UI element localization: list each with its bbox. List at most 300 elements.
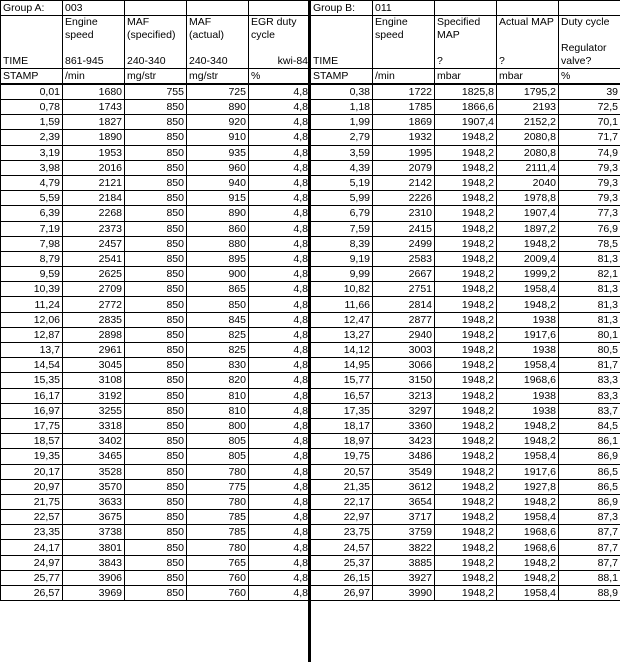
empty-cell[interactable] — [187, 1, 249, 16]
data-cell[interactable]: 2079 — [373, 160, 435, 175]
data-cell[interactable]: 4,8 — [249, 160, 311, 175]
data-cell[interactable]: 16,57 — [311, 388, 373, 403]
data-cell[interactable]: 850 — [187, 297, 249, 312]
data-cell[interactable]: 1907,4 — [435, 115, 497, 130]
data-cell[interactable]: 800 — [187, 418, 249, 433]
data-cell[interactable]: 850 — [125, 160, 187, 175]
data-cell[interactable]: 39 — [559, 84, 620, 100]
data-cell[interactable]: 81,3 — [559, 297, 620, 312]
data-cell[interactable]: 3927 — [373, 570, 435, 585]
data-cell[interactable]: 87,7 — [559, 525, 620, 540]
data-cell[interactable]: 850 — [125, 100, 187, 115]
data-cell[interactable]: 775 — [187, 479, 249, 494]
data-cell[interactable]: 2,79 — [311, 130, 373, 145]
data-cell[interactable]: 1938 — [497, 343, 559, 358]
data-cell[interactable]: 2814 — [373, 297, 435, 312]
data-cell[interactable]: 1,99 — [311, 115, 373, 130]
empty-cell[interactable] — [435, 1, 497, 16]
data-cell[interactable]: 4,8 — [249, 510, 311, 525]
data-cell[interactable]: 850 — [125, 267, 187, 282]
data-cell[interactable]: 4,8 — [249, 191, 311, 206]
data-cell[interactable]: 4,8 — [249, 586, 311, 601]
data-cell[interactable]: 4,8 — [249, 221, 311, 236]
data-cell[interactable]: 19,75 — [311, 449, 373, 464]
data-cell[interactable]: 4,39 — [311, 160, 373, 175]
data-cell[interactable]: 4,8 — [249, 145, 311, 160]
data-cell[interactable]: 1948,2 — [435, 510, 497, 525]
data-cell[interactable]: 4,8 — [249, 449, 311, 464]
data-cell[interactable]: 7,59 — [311, 221, 373, 236]
data-cell[interactable]: 1999,2 — [497, 267, 559, 282]
data-cell[interactable]: 88,1 — [559, 570, 620, 585]
data-cell[interactable]: 81,7 — [559, 358, 620, 373]
data-cell[interactable]: 4,8 — [249, 358, 311, 373]
data-cell[interactable]: 79,3 — [559, 160, 620, 175]
data-cell[interactable]: 20,17 — [1, 464, 63, 479]
data-cell[interactable]: 1,59 — [1, 115, 63, 130]
data-cell[interactable]: 1948,2 — [435, 130, 497, 145]
data-cell[interactable]: 4,8 — [249, 312, 311, 327]
data-cell[interactable]: 26,15 — [311, 570, 373, 585]
data-cell[interactable]: 2541 — [63, 251, 125, 266]
data-cell[interactable]: 24,17 — [1, 540, 63, 555]
data-cell[interactable]: 4,8 — [249, 494, 311, 509]
data-cell[interactable]: 1948,2 — [435, 586, 497, 601]
data-cell[interactable]: 4,79 — [1, 175, 63, 190]
data-cell[interactable]: 86,9 — [559, 494, 620, 509]
data-cell[interactable]: 1948,2 — [435, 388, 497, 403]
data-cell[interactable]: 825 — [187, 343, 249, 358]
data-cell[interactable]: 2310 — [373, 206, 435, 221]
data-cell[interactable]: 1968,6 — [497, 525, 559, 540]
data-cell[interactable]: 76,9 — [559, 221, 620, 236]
data-cell[interactable]: 4,8 — [249, 84, 311, 100]
data-cell[interactable]: 87,7 — [559, 555, 620, 570]
data-cell[interactable]: 920 — [187, 115, 249, 130]
data-cell[interactable]: 850 — [125, 418, 187, 433]
data-cell[interactable]: 9,19 — [311, 251, 373, 266]
data-cell[interactable]: 850 — [125, 297, 187, 312]
data-cell[interactable]: 3,59 — [311, 145, 373, 160]
data-cell[interactable]: 21,75 — [1, 494, 63, 509]
data-cell[interactable]: 1948,2 — [435, 373, 497, 388]
header-cell[interactable]: Actual MAP ? — [497, 16, 559, 69]
data-cell[interactable]: 850 — [125, 343, 187, 358]
data-cell[interactable]: 1948,2 — [435, 343, 497, 358]
data-cell[interactable]: 850 — [125, 570, 187, 585]
data-cell[interactable]: 9,99 — [311, 267, 373, 282]
data-cell[interactable]: 785 — [187, 525, 249, 540]
data-cell[interactable]: 1897,2 — [497, 221, 559, 236]
data-cell[interactable]: 5,19 — [311, 175, 373, 190]
data-cell[interactable]: 890 — [187, 100, 249, 115]
data-cell[interactable]: 850 — [125, 586, 187, 601]
data-cell[interactable]: 4,8 — [249, 251, 311, 266]
unit-cell[interactable]: STAMP — [311, 69, 373, 85]
header-cell[interactable]: Engine speed — [373, 16, 435, 69]
data-cell[interactable]: 865 — [187, 282, 249, 297]
data-cell[interactable]: 1948,2 — [435, 312, 497, 327]
data-cell[interactable]: 2877 — [373, 312, 435, 327]
data-cell[interactable]: 2709 — [63, 282, 125, 297]
unit-cell[interactable]: mbar — [497, 69, 559, 85]
data-cell[interactable]: 3969 — [63, 586, 125, 601]
data-cell[interactable]: 5,99 — [311, 191, 373, 206]
unit-cell[interactable]: /min — [373, 69, 435, 85]
data-cell[interactable]: 3885 — [373, 555, 435, 570]
data-cell[interactable]: 4,8 — [249, 130, 311, 145]
data-cell[interactable]: 850 — [125, 540, 187, 555]
data-cell[interactable]: 1948,2 — [435, 525, 497, 540]
header-cell[interactable]: Specified MAP ? — [435, 16, 497, 69]
data-cell[interactable]: 1948,2 — [435, 175, 497, 190]
data-cell[interactable]: 1958,4 — [497, 358, 559, 373]
data-cell[interactable]: 3633 — [63, 494, 125, 509]
unit-cell[interactable]: % — [249, 69, 311, 85]
data-cell[interactable]: 3801 — [63, 540, 125, 555]
data-cell[interactable]: 17,75 — [1, 418, 63, 433]
data-cell[interactable]: 850 — [125, 221, 187, 236]
data-cell[interactable]: 850 — [125, 206, 187, 221]
data-cell[interactable]: 84,5 — [559, 418, 620, 433]
data-cell[interactable]: 74,9 — [559, 145, 620, 160]
data-cell[interactable]: 2457 — [63, 236, 125, 251]
data-cell[interactable]: 1890 — [63, 130, 125, 145]
data-cell[interactable]: 87,7 — [559, 540, 620, 555]
data-cell[interactable]: 1917,6 — [497, 464, 559, 479]
data-cell[interactable]: 15,35 — [1, 373, 63, 388]
data-cell[interactable]: 2268 — [63, 206, 125, 221]
data-cell[interactable]: 4,8 — [249, 464, 311, 479]
data-cell[interactable]: 1948,2 — [497, 418, 559, 433]
data-cell[interactable]: 2835 — [63, 312, 125, 327]
data-cell[interactable]: 3,98 — [1, 160, 63, 175]
data-cell[interactable]: 4,8 — [249, 282, 311, 297]
data-cell[interactable]: 1869 — [373, 115, 435, 130]
data-cell[interactable]: 1948,2 — [435, 206, 497, 221]
data-cell[interactable]: 7,98 — [1, 236, 63, 251]
data-cell[interactable]: 12,06 — [1, 312, 63, 327]
data-cell[interactable]: 81,3 — [559, 251, 620, 266]
data-cell[interactable]: 850 — [125, 175, 187, 190]
data-cell[interactable]: 3465 — [63, 449, 125, 464]
data-cell[interactable]: 3759 — [373, 525, 435, 540]
data-cell[interactable]: 850 — [125, 388, 187, 403]
data-cell[interactable]: 2152,2 — [497, 115, 559, 130]
data-cell[interactable]: 825 — [187, 327, 249, 342]
data-cell[interactable]: 2040 — [497, 175, 559, 190]
data-cell[interactable]: 82,1 — [559, 267, 620, 282]
data-cell[interactable]: 2184 — [63, 191, 125, 206]
data-cell[interactable]: 81,3 — [559, 282, 620, 297]
data-cell[interactable]: 1958,4 — [497, 510, 559, 525]
data-cell[interactable]: 3066 — [373, 358, 435, 373]
data-cell[interactable]: 86,1 — [559, 434, 620, 449]
data-cell[interactable]: 26,97 — [311, 586, 373, 601]
data-cell[interactable]: 12,47 — [311, 312, 373, 327]
data-cell[interactable]: 78,5 — [559, 236, 620, 251]
data-cell[interactable]: 4,8 — [249, 555, 311, 570]
group-a-code[interactable]: 003 — [63, 1, 125, 16]
data-cell[interactable]: 1948,2 — [497, 555, 559, 570]
data-cell[interactable]: 26,57 — [1, 586, 63, 601]
data-cell[interactable]: 4,8 — [249, 434, 311, 449]
data-cell[interactable]: 4,8 — [249, 570, 311, 585]
data-cell[interactable]: 3423 — [373, 434, 435, 449]
data-cell[interactable]: 880 — [187, 236, 249, 251]
data-cell[interactable]: 13,7 — [1, 343, 63, 358]
data-cell[interactable]: 3297 — [373, 403, 435, 418]
data-cell[interactable]: 805 — [187, 434, 249, 449]
unit-cell[interactable]: % — [559, 69, 620, 85]
data-cell[interactable]: 860 — [187, 221, 249, 236]
empty-cell[interactable] — [125, 1, 187, 16]
data-cell[interactable]: 850 — [125, 145, 187, 160]
data-cell[interactable]: 900 — [187, 267, 249, 282]
empty-cell[interactable] — [559, 1, 620, 16]
data-cell[interactable]: 4,8 — [249, 175, 311, 190]
data-cell[interactable]: 785 — [187, 510, 249, 525]
data-cell[interactable]: 1948,2 — [435, 145, 497, 160]
data-cell[interactable]: 24,57 — [311, 540, 373, 555]
data-cell[interactable]: 1958,4 — [497, 449, 559, 464]
data-cell[interactable]: 3990 — [373, 586, 435, 601]
data-cell[interactable]: 86,9 — [559, 449, 620, 464]
empty-cell[interactable] — [497, 1, 559, 16]
data-cell[interactable]: 2499 — [373, 236, 435, 251]
unit-cell[interactable]: mg/str — [125, 69, 187, 85]
data-cell[interactable]: 850 — [125, 494, 187, 509]
data-cell[interactable]: 1948,2 — [435, 464, 497, 479]
data-cell[interactable]: 86,5 — [559, 479, 620, 494]
data-cell[interactable]: 850 — [125, 510, 187, 525]
data-cell[interactable]: 2080,8 — [497, 130, 559, 145]
data-cell[interactable]: 10,39 — [1, 282, 63, 297]
data-cell[interactable]: 23,35 — [1, 525, 63, 540]
data-cell[interactable]: 3486 — [373, 449, 435, 464]
data-cell[interactable]: 850 — [125, 434, 187, 449]
data-cell[interactable]: 2415 — [373, 221, 435, 236]
data-cell[interactable]: 15,77 — [311, 373, 373, 388]
data-cell[interactable]: 8,79 — [1, 251, 63, 266]
data-cell[interactable]: 2667 — [373, 267, 435, 282]
data-cell[interactable]: 1995 — [373, 145, 435, 160]
data-cell[interactable]: 1948,2 — [435, 221, 497, 236]
data-cell[interactable]: 25,37 — [311, 555, 373, 570]
data-cell[interactable]: 4,8 — [249, 388, 311, 403]
data-cell[interactable]: 3,19 — [1, 145, 63, 160]
data-cell[interactable]: 2226 — [373, 191, 435, 206]
data-cell[interactable]: 1948,2 — [497, 236, 559, 251]
data-cell[interactable]: 4,8 — [249, 373, 311, 388]
data-cell[interactable]: 780 — [187, 494, 249, 509]
data-cell[interactable]: 2772 — [63, 297, 125, 312]
data-cell[interactable]: 3906 — [63, 570, 125, 585]
data-cell[interactable]: 4,8 — [249, 297, 311, 312]
data-cell[interactable]: 1948,2 — [435, 251, 497, 266]
data-cell[interactable]: 1866,6 — [435, 100, 497, 115]
data-cell[interactable]: 850 — [125, 236, 187, 251]
data-cell[interactable]: 0,01 — [1, 84, 63, 100]
data-cell[interactable]: 3822 — [373, 540, 435, 555]
data-cell[interactable]: 850 — [125, 464, 187, 479]
data-cell[interactable]: 25,77 — [1, 570, 63, 585]
group-a-label[interactable]: Group A: — [1, 1, 63, 16]
data-cell[interactable]: 81,3 — [559, 312, 620, 327]
data-cell[interactable]: 9,59 — [1, 267, 63, 282]
data-cell[interactable]: 845 — [187, 312, 249, 327]
data-cell[interactable]: 910 — [187, 130, 249, 145]
data-cell[interactable]: 88,9 — [559, 586, 620, 601]
data-cell[interactable]: 14,12 — [311, 343, 373, 358]
data-cell[interactable]: 80,5 — [559, 343, 620, 358]
data-cell[interactable]: 1948,2 — [497, 570, 559, 585]
header-cell[interactable]: TIME — [1, 16, 63, 69]
data-cell[interactable]: 1948,2 — [435, 358, 497, 373]
data-cell[interactable]: 3360 — [373, 418, 435, 433]
data-cell[interactable]: 1680 — [63, 84, 125, 100]
header-cell[interactable]: TIME — [311, 16, 373, 69]
data-cell[interactable]: 22,57 — [1, 510, 63, 525]
data-cell[interactable]: 3003 — [373, 343, 435, 358]
data-cell[interactable]: 1978,8 — [497, 191, 559, 206]
data-cell[interactable]: 1743 — [63, 100, 125, 115]
data-cell[interactable]: 5,59 — [1, 191, 63, 206]
data-cell[interactable]: 11,24 — [1, 297, 63, 312]
data-cell[interactable]: 24,97 — [1, 555, 63, 570]
data-cell[interactable]: 2121 — [63, 175, 125, 190]
data-cell[interactable]: 3654 — [373, 494, 435, 509]
data-cell[interactable]: 850 — [125, 555, 187, 570]
data-cell[interactable]: 935 — [187, 145, 249, 160]
data-cell[interactable]: 16,17 — [1, 388, 63, 403]
data-cell[interactable]: 12,87 — [1, 327, 63, 342]
data-cell[interactable]: 4,8 — [249, 100, 311, 115]
data-cell[interactable]: 4,8 — [249, 479, 311, 494]
data-cell[interactable]: 3528 — [63, 464, 125, 479]
data-cell[interactable]: 765 — [187, 555, 249, 570]
data-cell[interactable]: 1907,4 — [497, 206, 559, 221]
data-cell[interactable]: 83,3 — [559, 388, 620, 403]
data-cell[interactable]: 810 — [187, 388, 249, 403]
data-cell[interactable]: 1938 — [497, 312, 559, 327]
data-cell[interactable]: 1948,2 — [497, 494, 559, 509]
data-cell[interactable]: 850 — [125, 358, 187, 373]
data-cell[interactable]: 79,3 — [559, 191, 620, 206]
unit-cell[interactable]: STAMP — [1, 69, 63, 85]
data-cell[interactable]: 2961 — [63, 343, 125, 358]
data-cell[interactable]: 2142 — [373, 175, 435, 190]
data-cell[interactable]: 3738 — [63, 525, 125, 540]
data-cell[interactable]: 895 — [187, 251, 249, 266]
header-cell[interactable]: MAF (specified) 240-340 — [125, 16, 187, 69]
data-cell[interactable]: 1932 — [373, 130, 435, 145]
data-cell[interactable]: 850 — [125, 251, 187, 266]
data-cell[interactable]: 1927,8 — [497, 479, 559, 494]
data-cell[interactable]: 1948,2 — [435, 570, 497, 585]
data-cell[interactable]: 1968,6 — [497, 373, 559, 388]
data-cell[interactable]: 850 — [125, 191, 187, 206]
data-cell[interactable]: 1948,2 — [435, 160, 497, 175]
data-cell[interactable]: 1948,2 — [435, 282, 497, 297]
data-cell[interactable]: 850 — [125, 373, 187, 388]
data-cell[interactable]: 810 — [187, 403, 249, 418]
data-cell[interactable]: 3612 — [373, 479, 435, 494]
data-cell[interactable]: 1917,6 — [497, 327, 559, 342]
data-cell[interactable]: 1948,2 — [435, 191, 497, 206]
data-cell[interactable]: 11,66 — [311, 297, 373, 312]
data-cell[interactable]: 4,8 — [249, 418, 311, 433]
data-cell[interactable]: 18,17 — [311, 418, 373, 433]
data-cell[interactable]: 8,39 — [311, 236, 373, 251]
data-cell[interactable]: 830 — [187, 358, 249, 373]
group-b-label[interactable]: Group B: — [311, 1, 373, 16]
data-cell[interactable]: 1948,2 — [435, 267, 497, 282]
data-cell[interactable]: 18,57 — [1, 434, 63, 449]
data-cell[interactable]: 1827 — [63, 115, 125, 130]
data-cell[interactable]: 3843 — [63, 555, 125, 570]
data-cell[interactable]: 850 — [125, 403, 187, 418]
data-cell[interactable]: 820 — [187, 373, 249, 388]
data-cell[interactable]: 16,97 — [1, 403, 63, 418]
data-cell[interactable]: 14,54 — [1, 358, 63, 373]
data-cell[interactable]: 3570 — [63, 479, 125, 494]
data-cell[interactable]: 850 — [125, 479, 187, 494]
data-cell[interactable]: 2193 — [497, 100, 559, 115]
data-cell[interactable]: 80,1 — [559, 327, 620, 342]
data-cell[interactable]: 1785 — [373, 100, 435, 115]
data-cell[interactable]: 850 — [125, 327, 187, 342]
data-cell[interactable]: 1948,2 — [497, 434, 559, 449]
data-cell[interactable]: 79,3 — [559, 175, 620, 190]
data-cell[interactable]: 22,17 — [311, 494, 373, 509]
data-cell[interactable]: 1,18 — [311, 100, 373, 115]
data-cell[interactable]: 71,7 — [559, 130, 620, 145]
data-cell[interactable]: 1948,2 — [435, 479, 497, 494]
data-cell[interactable]: 3255 — [63, 403, 125, 418]
data-cell[interactable]: 2751 — [373, 282, 435, 297]
data-cell[interactable]: 4,8 — [249, 540, 311, 555]
data-cell[interactable]: 940 — [187, 175, 249, 190]
data-cell[interactable]: 2111,4 — [497, 160, 559, 175]
data-cell[interactable]: 0,78 — [1, 100, 63, 115]
data-cell[interactable]: 760 — [187, 586, 249, 601]
data-cell[interactable]: 4,8 — [249, 115, 311, 130]
data-cell[interactable]: 3549 — [373, 464, 435, 479]
data-cell[interactable]: 18,97 — [311, 434, 373, 449]
data-cell[interactable]: 2625 — [63, 267, 125, 282]
data-cell[interactable]: 2898 — [63, 327, 125, 342]
data-cell[interactable]: 2373 — [63, 221, 125, 236]
data-cell[interactable]: 3717 — [373, 510, 435, 525]
data-cell[interactable]: 4,8 — [249, 403, 311, 418]
data-cell[interactable]: 1948,2 — [435, 403, 497, 418]
data-cell[interactable]: 21,35 — [311, 479, 373, 494]
data-cell[interactable]: 2,39 — [1, 130, 63, 145]
data-cell[interactable]: 1948,2 — [435, 540, 497, 555]
data-cell[interactable]: 890 — [187, 206, 249, 221]
data-cell[interactable]: 2080,8 — [497, 145, 559, 160]
data-cell[interactable]: 850 — [125, 130, 187, 145]
data-cell[interactable]: 6,39 — [1, 206, 63, 221]
data-cell[interactable]: 19,35 — [1, 449, 63, 464]
header-cell[interactable]: MAF (actual) 240-340 — [187, 16, 249, 69]
data-cell[interactable]: 1938 — [497, 403, 559, 418]
data-cell[interactable]: 3213 — [373, 388, 435, 403]
data-cell[interactable]: 4,8 — [249, 236, 311, 251]
data-cell[interactable]: 14,95 — [311, 358, 373, 373]
data-cell[interactable]: 86,5 — [559, 464, 620, 479]
